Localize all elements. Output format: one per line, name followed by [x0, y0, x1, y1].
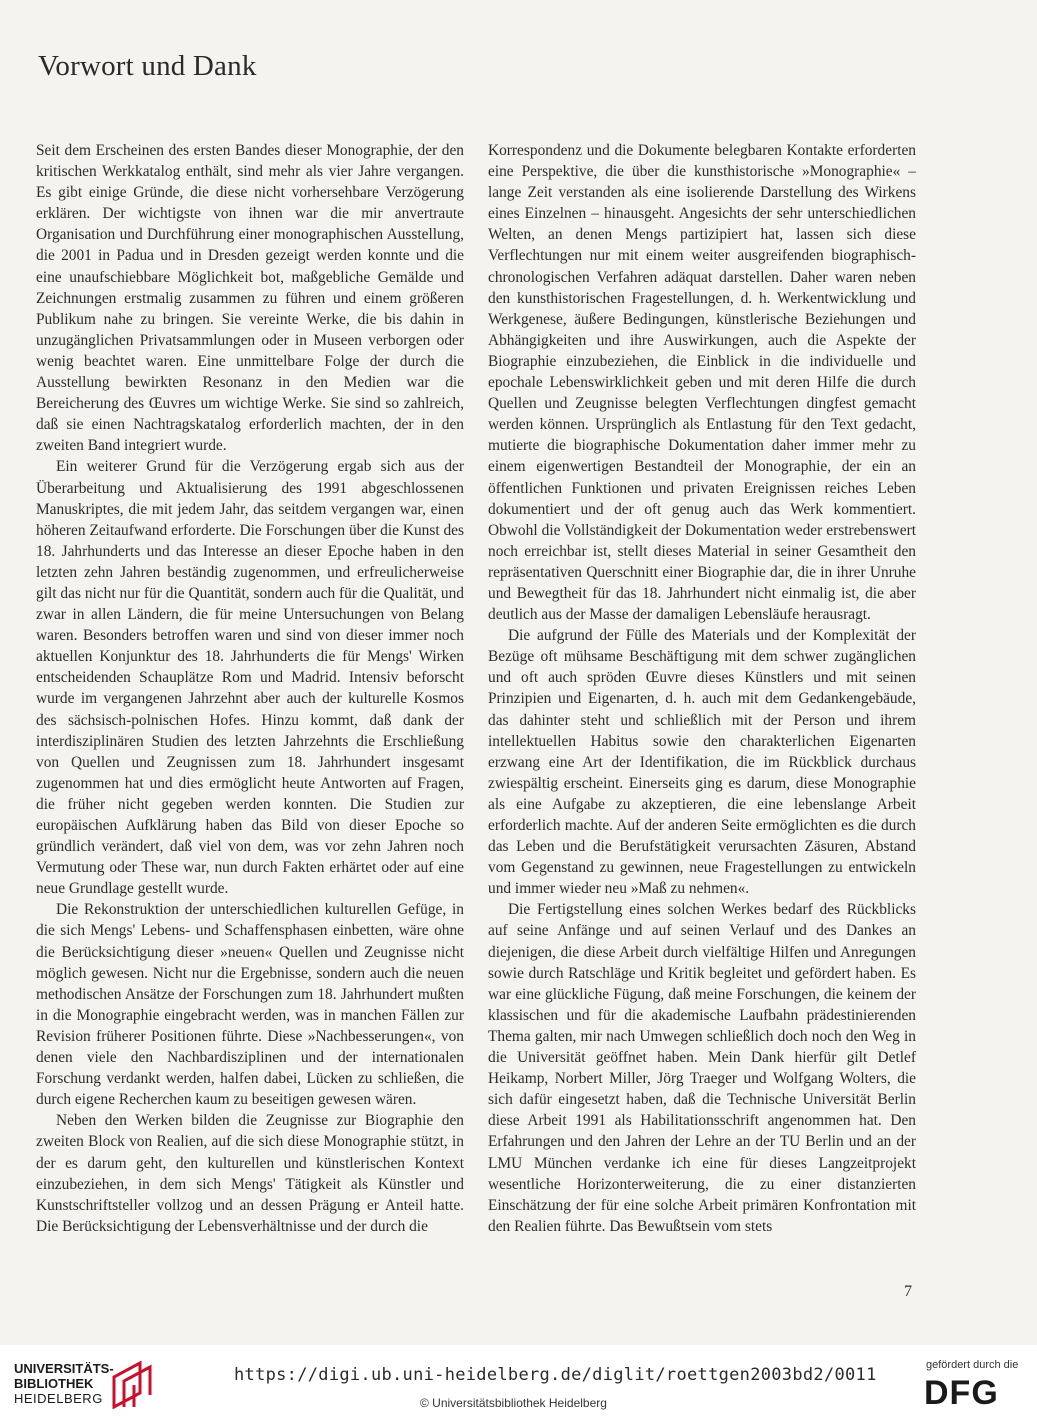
page-number: 7 — [904, 1283, 912, 1300]
library-logo[interactable] — [14, 1359, 174, 1414]
paragraph: Seit dem Erscheinen des ersten Bandes dieser Monographie, der den kritischen Werkkatalog enthält, sind mehr als vier Jahre vergangen. Es gibt einige Gründe, die diese nicht vorhersehbare Verzögerung erklären. Der wichtigste von ihnen war die mir anvertraute Organisation und Durchführung einer monographischen Ausstellung, die 2001 in Padua und in Dresden gezeigt werden konnte und die eine unaufschiebbare Möglichkeit bot, maßgebliche Gemälde und Zeichnungen erstmalig zusammen zu führen und einem größeren Publikum nahe zu bringen. Sie vereinte Werke, die bis dahin in unzugänglichen Privatsammlungen oder in Museen verborgen oder wenig beachtet waren. Eine unmittelbare Folge der durch die Ausstellung bewirkten Resonanz in den Medien war die Bereicherung des Œuvres um wichtige Werke. Sie sind so zahlreich, daß sie einen Nachtragskatalog erforderlich machten, der in den zweiten Band integriert wurde. — [36, 142, 464, 455]
page-title: Vorwort und Dank — [38, 50, 257, 82]
paragraph: Die aufgrund der Fülle des Materials und der Komplexität der Bezüge oft mühsame Beschäftigung mit dem schwer zugänglichen und oft auch spröden Œuvre dieses Künstlers und mit seinen Prinzipien und Eigenarten, d. h. auch mit dem Gedankengebäude, das dahinter steht und schließlich mit der Person und ihrem intellektuellen Habitus sowie den charakterlichen Eigenarten erzwang eine Art der Identifikation, die im Rückblick durchaus zwiespältig erscheint. Einerseits ging es darum, diese Monographie als eine Aufgabe zu akzeptieren, die eine lebenslange Arbeit erforderlich machte. Auf der anderen Seite ermöglichten es die durch das Leben und die Berufstätigkeit verursachten Zäsuren, Abstand vom Gegenstand zu gewinnen, neue Fragestellungen zu entwickeln und immer wieder neu »Maß zu nehmen«. — [488, 627, 916, 898]
dfg-logo[interactable]: DFG — [924, 1374, 999, 1412]
library-emblem-icon — [106, 1359, 158, 1409]
copyright-notice: © Universitätsbibliothek Heidelberg — [420, 1396, 607, 1410]
paragraph: Ein weiterer Grund für die Verzögerung ergab sich aus der Überarbeitung und Aktualisierung des 1991 abgeschlossenen Manuskriptes, die mit jedem Jahr, das seitdem vergangen war, einen höheren Zeitaufwand erforderte. Die Forschungen über die Kunst des 18. Jahrhunderts und das Interesse an dieser Epoche haben in den letzten zehn Jahren beständig zugenommen, und erfreulicherweise gilt das nicht nur für die Quantität, sondern auch für die Qualität, und zwar in allen Ländern, die für meine Untersuchungen von Belang waren. Besonders betroffen waren und sind von dieser immer noch aktuellen Konjunktur des 18. Jahrhunderts die für Mengs' Wirken entscheidenden Schauplätze Rom und Madrid. Intensiv beforscht wurde im vergangenen Jahrzehnt aber auch der kulturelle Kosmos des sächsisch-polnischen Hofes. Hinzu kommt, daß dank der interdisziplinären Studien des letzten Jahrzehnts die Erschließung von Quellen und Zeugnissen zum 18. Jahrhundert insgesamt zugenommen hat und dies ermöglicht heute Antworten auf Fragen, die früher nicht gegeben werden konnten. Die Studien zur europäischen Aufklärung haben das Bild von dieser Epoche so gründlich verändert, daß viel von dem, was vor zehn Jahren noch Vermutung oder These war, nun durch Fakten erhärtet oder auf eine neue Grundlage gestellt wurde. — [36, 458, 464, 898]
right-column — [488, 140, 916, 1237]
paragraph: Neben den Werken bilden die Zeugnisse zur Biographie den zweiten Block von Realien, auf die sich diese Monographie stützt, in der es darum geht, den kulturellen und künstlerischen Kontext einzubeziehen, in dem sich Mengs' Tätigkeit als Künstler und Kunstschriftsteller vollzog und an dessen Prägung er Anteil hatte. Die Berücksichtigung der Lebensverhältnisse und der durch die — [36, 1112, 464, 1235]
library-name: UNIVERSITÄTS- BIBLIOTHEK HEIDELBERG — [14, 1361, 114, 1406]
paragraph: Die Rekonstruktion der unterschiedlichen kulturellen Gefüge, in die sich Mengs' Lebens- und Schaffensphasen einbetten, wäre ohne die Berücksichtigung dieser »neuen« Quellen und Zeugnisse nicht möglich gewesen. Nicht nur die Ergebnisse, sondern auch die neuen methodischen Ansätze der Forschungen zum 18. Jahrhundert mußten in die Monographie eingebracht werden, was in manchen Fällen zur Revision früherer Positionen führte. Diese »Nachbesserungen«, von denen viele den Nachbardisziplinen und der internationalen Forschung verdankt werden, halfen dabei, Lücken zu schließen, die durch eigene Recherchen kaum zu beseitigen gewesen wären. — [36, 901, 464, 1109]
paragraph: Die Fertigstellung eines solchen Werkes bedarf des Rückblicks auf seine Anfänge und auf seinen Verlauf und des Dankes an diejenigen, die diese Arbeit durch vielfältige Hilfen und Anregungen sowie durch Ratschläge und Kritik begleitet und gefördert haben. Es war eine glückliche Fügung, daß meine Forschungen, die keinem der klassischen und für die akademische Laufbahn prädestinierenden Thema galten, mir nach Umwegen schließlich doch noch den Weg in die Universität geöffnet haben. Mein Dank hierfür gilt Detlef Heikamp, Norbert Miller, Jörg Traeger und Wolfgang Wolters, die sich dafür eingesetzt haben, daß die Technische Universität Berlin diese Arbeit 1991 als Habilitationsschrift angenommen hat. Den Erfahrungen und den Jahren der Lehre an der TU Berlin und an der LMU München verdanke ich eine für dieses Langzeitprojekt wesentliche Horizonterweiterung, die zu einer distanzierten Einschätzung der für eine solche Arbeit primären Konfrontation mit den Realien führte. Das Bewußtsein vom stets — [488, 901, 916, 1235]
funder-caption: gefördert durch die — [926, 1359, 1019, 1371]
permalink-url[interactable]: https://digi.ub.uni-heidelberg.de/diglit/roettgen2003bd2/0011 — [234, 1365, 877, 1385]
left-column — [36, 140, 464, 1237]
paragraph: Korrespondenz und die Dokumente belegbaren Kontakte erforderten eine Perspektive, die über die kunsthistorische »Monographie« – lange Zeit verstanden als eine isolierende Darstellung des Wirkens eines Einzelnen – hinausgeht. Angesichts der sehr unterschiedlichen Welten, an denen Mengs partizipiert hat, lassen sich diese Verflechtungen nur mit einem weiter ausgreifenden biographisch-chronologischen Verfahren adäquat darstellen. Daher waren neben den kunsthistorischen Fragestellungen, d. h. Werkentwicklung und Werkgenese, äußere Bedingungen, künstlerische Beziehungen und Abhängigkeiten und ihre Auswirkungen, auch die Aspekte der Biographie einzubeziehen, die Einblick in die individuelle und epochale Lebenswirklichkeit geben und mit deren Hilfe die durch Quellen und Zeugnisse belegten Verflechtungen dingfest gemacht werden können. Ursprünglich als Entlastung für den Text gedacht, mutierte die biographische Dokumentation daher immer mehr zu einem eigenwertigen Bestandteil der Monographie, der ein an öffentlichen Funktionen und privaten Ereignissen reiches Leben dokumentiert und der oft genug auch das Werk kommentiert. Obwohl die Vollständigkeit der Dokumentation weder erstrebenswert noch erreichbar ist, stellt dieses Material in seiner Gesamtheit den repräsentativen Querschnitt einer Biographie dar, die in ihrer Unruhe und Bewegtheit für das 18. Jahrhundert nicht einmalig ist, die aber deutlich aus der Masse der damaligen Lebensläufe herausragt. — [488, 142, 916, 624]
footer-bar — [0, 1345, 1037, 1423]
